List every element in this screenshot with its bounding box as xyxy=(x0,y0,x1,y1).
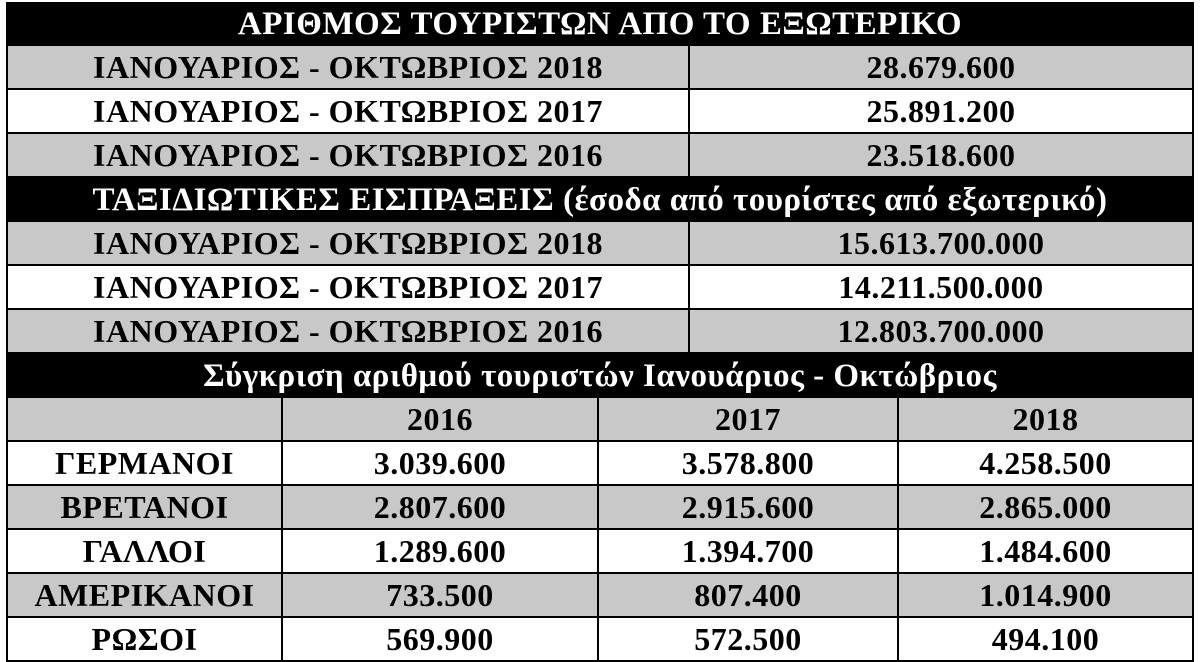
column-header-2018: 2018 xyxy=(1012,401,1079,437)
country-cell: ΒΡΕΤΑΝΟΙ xyxy=(8,486,283,528)
arrivals-value: 23.518.600 xyxy=(866,137,1016,173)
tourism-statistics-sheet xyxy=(6,2,1194,662)
column-header-2017: 2017 xyxy=(599,398,899,440)
table-row xyxy=(6,530,1194,574)
value-cell-2017: 3.578.800 xyxy=(599,442,899,484)
table-row xyxy=(6,266,1194,310)
receipts-value: 14.211.500.000 xyxy=(838,269,1044,305)
value-cell-2018: 2.865.000 xyxy=(979,489,1112,525)
value-cell-2016: 569.900 xyxy=(283,618,599,660)
value-cell-2016: 3.039.600 xyxy=(283,442,599,484)
value-cell-2017: 2.915.600 xyxy=(599,486,899,528)
value-cell-2016: 1.289.600 xyxy=(283,530,599,572)
period-label: ΙΑΝΟΥΑΡΙΟΣ - ΟΚΤΩΒΡΙΟΣ 2017 xyxy=(8,90,690,132)
table-row xyxy=(6,618,1194,662)
country-cell: ΓΕΡΜΑΝΟΙ xyxy=(8,442,283,484)
arrivals-value: 25.891.200 xyxy=(866,93,1016,129)
value-cell-2017: 807.400 xyxy=(599,574,899,616)
value-cell-2017: 572.500 xyxy=(599,618,899,660)
table-row xyxy=(6,90,1194,134)
table-row xyxy=(6,46,1194,90)
country-cell: ΡΩΣΟΙ xyxy=(8,618,283,660)
period-label: ΙΑΝΟΥΑΡΙΟΣ - ΟΚΤΩΒΡΙΟΣ 2018 xyxy=(8,46,690,88)
value-cell-2018: 494.100 xyxy=(991,621,1100,657)
country-cell: ΑΜΕΡΙΚΑΝΟΙ xyxy=(8,574,283,616)
arrivals-value: 28.679.600 xyxy=(866,49,1016,85)
section-header-travel-receipts: ΤΑΞΙΔΙΩΤΙΚΕΣ ΕΙΣΠΡΑΞΕΙΣ (έσοδα από τουρίστες από εξωτερικό) xyxy=(6,178,1194,222)
period-label: ΙΑΝΟΥΑΡΙΟΣ - ΟΚΤΩΒΡΙΟΣ 2016 xyxy=(8,134,690,176)
period-label: ΙΑΝΟΥΑΡΙΟΣ - ΟΚΤΩΒΡΙΟΣ 2017 xyxy=(8,266,690,308)
table-row xyxy=(6,442,1194,486)
value-cell-2016: 733.500 xyxy=(283,574,599,616)
receipts-value: 12.803.700.000 xyxy=(837,313,1045,349)
value-cell-2018: 1.484.600 xyxy=(979,533,1112,569)
table-row xyxy=(6,310,1194,354)
table-row xyxy=(6,574,1194,618)
section-header-comparison: Σύγκριση αριθμού τουριστών Ιανουάριος - Οκτώβριος xyxy=(6,354,1194,398)
column-header-country xyxy=(8,398,283,440)
table-header-row xyxy=(6,398,1194,442)
column-header-2016: 2016 xyxy=(283,398,599,440)
table-row xyxy=(6,134,1194,178)
country-cell: ΓΑΛΛΟΙ xyxy=(8,530,283,572)
value-cell-2018: 1.014.900 xyxy=(979,577,1112,613)
table-row xyxy=(6,486,1194,530)
value-cell-2018: 4.258.500 xyxy=(979,445,1112,481)
table-row xyxy=(6,222,1194,266)
section-header-tourist-arrivals: ΑΡΙΘΜΟΣ ΤΟΥΡΙΣΤΩΝ ΑΠΟ ΤΟ ΕΞΩΤΕΡΙΚΟ xyxy=(6,2,1194,46)
value-cell-2017: 1.394.700 xyxy=(599,530,899,572)
period-label: ΙΑΝΟΥΑΡΙΟΣ - ΟΚΤΩΒΡΙΟΣ 2018 xyxy=(8,222,690,264)
receipts-value: 15.613.700.000 xyxy=(837,225,1045,261)
period-label: ΙΑΝΟΥΑΡΙΟΣ - ΟΚΤΩΒΡΙΟΣ 2016 xyxy=(8,310,690,352)
value-cell-2016: 2.807.600 xyxy=(283,486,599,528)
